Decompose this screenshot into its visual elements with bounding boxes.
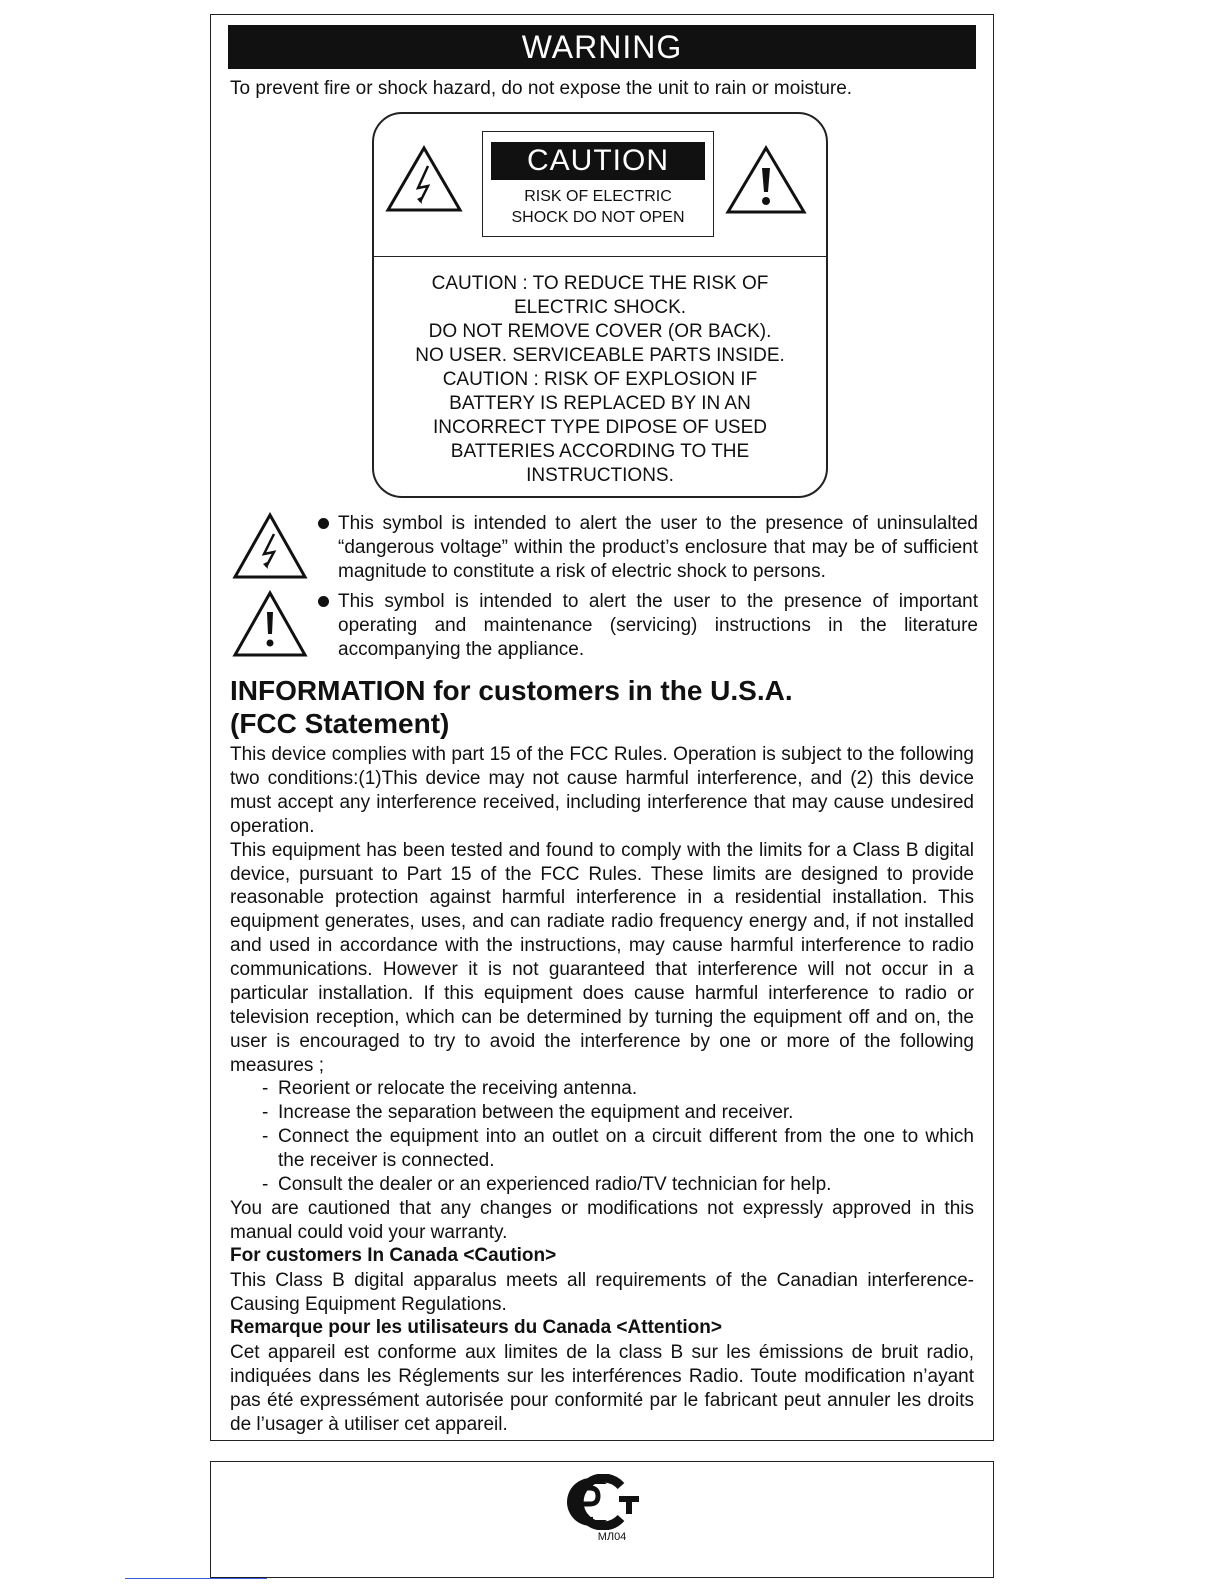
caution-sub-line: SHOCK DO NOT OPEN [511, 209, 685, 226]
measure-text: Connect the equipment into an outlet on a circuit different from the one to which the receiver is connected. [278, 1126, 974, 1171]
caution-line: BATTERY IS REPLACED BY IN AN [449, 393, 751, 414]
warranty-paragraph: You are cautioned that any changes or modifications not expressly approved in this manual could void your warranty. [230, 1198, 974, 1243]
pct-logo-text: PCT [563, 1474, 565, 1475]
symbol-explanation-voltage [228, 512, 978, 586]
caution-line: CAUTION : TO REDUCE THE RISK OF [431, 273, 769, 294]
fcc-paragraph [230, 743, 974, 1078]
caution-line: INCORRECT TYPE DIPOSE OF USED [433, 417, 767, 438]
canada-paragraph: This Class B digital apparalus meets all requirements of the Canadian interference-Causing Equipment Regulations. [230, 1270, 974, 1315]
caution-banner: CAUTION [491, 142, 705, 180]
measure-text: Increase the separation between the equipment and receiver. [278, 1102, 794, 1123]
lightning-triangle-icon [232, 512, 308, 580]
measure-item: - Consult the dealer or an experienced radio/TV technician for help. [262, 1173, 974, 1197]
caution-line: NO USER. SERVICEABLE PARTS INSIDE. [415, 345, 785, 366]
symbol-explanation-instructions [228, 590, 978, 664]
caution-instructions [374, 272, 826, 488]
canada-fr-heading: Remarque pour les utilisateurs du Canada <Attention> [230, 1317, 722, 1338]
certification-code: МЛ04 [597, 1531, 627, 1543]
caution-inner-panel [482, 131, 714, 237]
caution-divider [374, 256, 826, 257]
exclamation-triangle-icon [232, 590, 308, 658]
decorative-line [125, 1578, 267, 1579]
bullet [318, 596, 329, 607]
caution-line: CAUTION : RISK OF EXPLOSION IF [442, 369, 758, 390]
warning-banner: WARNING [228, 25, 976, 69]
exclamation-triangle-icon [724, 144, 808, 216]
canada-fr-paragraph: Cet appareil est conforme aux limites de la class B sur les émissions de bruit radio, indiquées dans les Réglements sur les interférences Radio. Toute modification n’ayant pas été expressément autorisée pour conformité par le fabricant peut annuler les droits de l’usager à utiliser cet appareil. [230, 1342, 974, 1435]
bullet [318, 518, 329, 529]
paragraph: This device complies with part 15 of the FCC Rules. Operation is subject to the following two conditions:(1)This device may not cause harmful interference, and (2) this device must accept any interference received, including interference that may cause undesired operation. [230, 744, 974, 837]
caution-sub-line: RISK OF ELECTRIC [524, 188, 672, 205]
caution-line: ELECTRIC SHOCK. [513, 297, 687, 318]
symbol-text: This symbol is intended to alert the user to the presence of important operating and maintenance (servicing) instructions in the literature accompanying the appliance. [338, 591, 978, 660]
caution-line: INSTRUCTIONS. [526, 465, 674, 486]
symbol-text: This symbol is intended to alert the user to the presence of uninsulalted “dangerous voltage” within the product’s enclosure that may be of sufficient magnitude to constitute a risk of electric shock to persons. [338, 513, 978, 582]
measure-text: Reorient or relocate the receiving antenna. [278, 1078, 638, 1099]
measure-item: - Increase the separation between the equipment and receiver. [262, 1101, 974, 1125]
measure-item: - Connect the equipment into an outlet on a circuit different from the one to which the receiver is connected. [262, 1126, 974, 1171]
info-title-line: (FCC Statement) [230, 708, 450, 739]
measure-item: - Reorient or relocate the receiving antenna. [262, 1077, 974, 1101]
warning-text: To prevent fire or shock hazard, do not expose the unit to rain or moisture. [230, 78, 853, 99]
caution-label-box [372, 112, 828, 498]
caution-line: DO NOT REMOVE COVER (OR BACK). [428, 321, 772, 342]
info-title [230, 674, 793, 740]
caution-line: BATTERIES ACCORDING TO THE [450, 441, 750, 462]
measure-text: Consult the dealer or an experienced radio/TV technician for help. [278, 1174, 832, 1195]
paragraph: This equipment has been tested and found to comply with the limits for a Class B digital device, pursuant to Part 15 of the FCC Rules. These limits are designed to provide reasonable protection against harmful interference in a residential installation. This equipment generates, uses, and can radiate radio frequency energy and, if not installed and used in accordance with the instructions, may cause harmful interference to radio communications. However it is not guaranteed that interference will not occur in a particular installation. If this equipment does cause harmful interference to radio or television reception, which can be determined by turning the equipment off and on, the user is encouraged to try to avoid the interference by one or more of the following measures ; [230, 839, 974, 1076]
lightning-triangle-icon [384, 144, 464, 214]
pct-certification-icon [563, 1474, 645, 1530]
canada-heading: For customers In Canada <Caution> [230, 1245, 557, 1266]
info-title-line: INFORMATION for customers in the U.S.A. [230, 675, 793, 706]
